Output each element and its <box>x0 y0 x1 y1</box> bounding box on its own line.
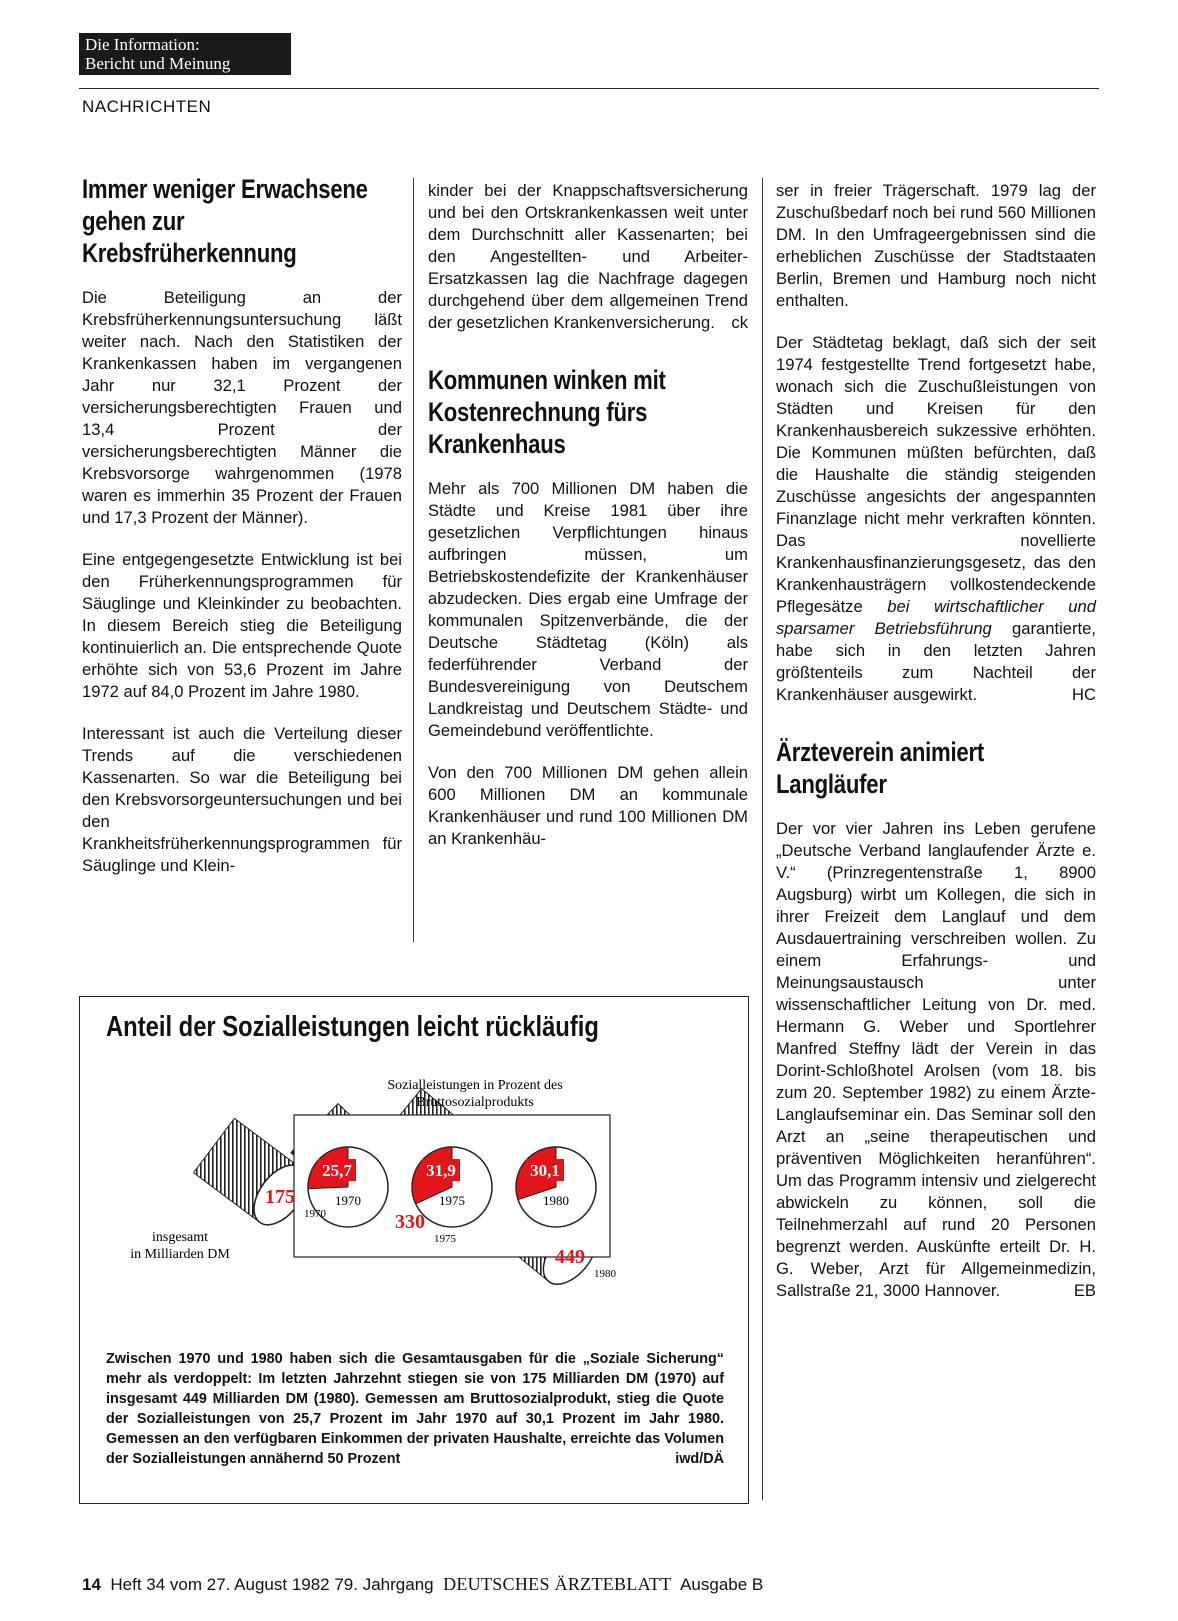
article2-paragraph-text: Der Städtetag beklagt, daß sich der seit 1974 festgestellte Trend fortgesetzt habe, wonach sich die Zuschußleistungen von Städten und Kreisen für den Krankenhausbereich sukzessive erhöhten. Die Kommunen müßten befürchten, daß die Haushalte die ständig steigenden Zuschüsse angesichts der angespannten Finanzlage nicht mehr verkraften könnten. Das novellierte Krankenhausfinanzierungsgesetz, das den Krankenhausträgern vollkostendeckende Pflegesätze <box>776 333 1096 616</box>
article1-paragraph: Interessant ist auch die Verteilung dieser Trends auf die verschiedenen Kassenarten. So war die Beteiligung bei den Krebsvorsorgeuntersuchungen und bei den Krankheitsfrüherkennungsprogrammen für Säuglinge und Klein- <box>82 724 402 875</box>
chart <box>80 1055 748 1345</box>
total-value-label: 175 <box>265 1186 295 1208</box>
article3-paragraph <box>776 818 1096 1302</box>
column-divider <box>762 178 763 1500</box>
article3-title: Ärzteverein animiert Langläufer <box>776 737 984 799</box>
article1-paragraph: Eine entgegengesetzte Entwicklung ist bei den Früherkennungsprogrammen für Säuglinge und Kleinkinder zu beobachten. In diesem Bereich stieg die Beteiligung kontinuierlich an. Die entsprechende Quote erhöhte sich von 53,6 Prozent im Jahre 1972 auf 84,0 Prozent im Jahre 1980. <box>82 550 402 701</box>
pie-year-label: 1980 <box>543 1193 569 1208</box>
article2-paragraph: Mehr als 700 Millionen DM haben die Städte und Kreise 1981 über ihre gesetzlichen Verpflichtungen hinaus aufbringen müssen, um Betriebskostendefizite der Krankenhäuser abzudecken. Dies ergab eine Umfrage der kommunalen Spitzenverbände, die der Deutsche Städtetag (Köln) als federführender Verband der Bundesvereinigung von Deutschem Landkreistag und Deutschem Städte- und Gemeindebund veröffentlichte. <box>428 479 748 740</box>
page-number: 14 <box>82 1575 101 1594</box>
issue-info: Heft 34 vom 27. August 1982 79. Jahrgang <box>110 1575 434 1594</box>
article2-paragraph <box>776 332 1096 706</box>
infobox-credit: iwd/DÄ <box>675 1451 724 1467</box>
article2-paragraph: Von den 700 Millionen DM gehen allein 600 Millionen DM an kommunale Krankenhäuser und rund 100 Millionen DM an Krankenhäu- <box>428 763 748 848</box>
total-value-label: 449 <box>555 1246 585 1268</box>
total-value-label: 330 <box>395 1211 425 1233</box>
header-rule <box>79 88 1099 89</box>
article2-emphasis: bei wirtschaftlicher und sparsamer Betriebsführung <box>776 597 1096 638</box>
total-year-label: 1975 <box>434 1233 456 1245</box>
column-2 <box>428 180 748 870</box>
infobox <box>79 996 749 1504</box>
column-1 <box>82 173 402 897</box>
pie-panel-title-line2: Bruttosozialprodukts <box>416 1095 534 1110</box>
infobox-caption-text: Zwischen 1970 und 1980 haben sich die Gesamtausgaben für die „Soziale Sicherung“ mehr als verdoppelt: Im letzten Jahrzehnt stiegen sie von 175 Milliarden DM (1970) auf insgesamt 449 Milliarden DM (1980). Gemessen am Bruttosozialprodukt, stieg die Quote der Sozialleistungen von 25,7 Prozent im Jahr 1970 auf 30,1 Prozent im Jahr 1980. Gemessen an den verfügbaren Einkommen der privaten Haushalte, erreichte das Volumen der Sozialleistungen annähernd 50 Prozent <box>106 1351 724 1467</box>
pie-1980 <box>516 1147 596 1227</box>
article1-author: ck <box>731 313 748 332</box>
article2-title: Kommunen winken mit Kostenrechnung fürs Krankenhaus <box>428 365 666 459</box>
article1-title: Immer weniger Erwachsene gehen zur Krebsfrüherkennung <box>82 174 368 268</box>
article2-paragraph: ser in freier Trägerschaft. 1979 lag der Zuschußbedarf noch bei rund 560 Millionen DM. In den Umfrageergebnissen sind die erheblichen Zuschüsse der Stadtstaaten Berlin, Bremen und Hamburg noch nicht enthalten. <box>776 181 1096 310</box>
total-label-line2: in Milliarden DM <box>130 1247 230 1262</box>
total-label-line1: insgesamt <box>152 1230 208 1245</box>
footer <box>82 1574 763 1595</box>
pie-value-label: 25,7 <box>322 1161 352 1180</box>
article1-paragraph <box>428 180 748 334</box>
column-3 <box>776 180 1096 1322</box>
article2-author: HC <box>1072 685 1096 704</box>
masthead-line1: Die Information: <box>85 35 200 54</box>
column-divider <box>413 178 414 942</box>
pies-group <box>308 1147 596 1227</box>
infobox-caption <box>106 1349 724 1469</box>
article1-paragraph: Die Beteiligung an der Krebsfrüherkennungsuntersuchung läßt weiter nach. Nach den Statistiken der Krankenkassen haben im vergangenen Jahr nur 32,1 Prozent der versicherungsberechtigten Frauen und 13,4 Prozent der versicherungsberechtigten Männer die Krebsvorsorge wahrgenommen (1978 waren es immerhin 35 Prozent der Frauen und 17,3 Prozent der Männer). <box>82 288 402 527</box>
pie-year-label: 1975 <box>439 1193 465 1208</box>
publication-name: DEUTSCHES ÄRZTEBLATT <box>443 1574 672 1594</box>
pie-value-label: 31,9 <box>426 1161 456 1180</box>
article1-paragraph-text: kinder bei der Knappschaftsversicherung und bei den Ortskrankenkassen weit unter dem Durchschnitt aller Kassenarten; bei den Angestellten- und Arbeiter-Ersatzkassen lag die Nachfrage dagegen durchgehend über dem allgemeinen Trend der gesetzlichen Krankenversicherung. <box>428 181 748 332</box>
masthead-line2: Bericht und Meinung <box>85 54 231 73</box>
pie-year-label: 1970 <box>335 1193 361 1208</box>
masthead <box>79 33 291 75</box>
edition: Ausgabe B <box>680 1575 764 1594</box>
infobox-title: Anteil der Sozialleistungen leicht rückläufig <box>106 1011 599 1043</box>
article3-paragraph-text: Der vor vier Jahren ins Leben gerufene „Deutsche Verband langlaufender Ärzte e. V.“ (Prinzregentenstraße 1, 8900 Augsburg) wirbt um Kollegen, die sich in ihrer Freizeit dem Langlauf und dem Ausdauertraining verschreiben wollen. Zu einem Erfahrungs- und Meinungsaustausch unter wissenschaftlicher Leitung von Dr. med. Hermann G. Weber und Sportlehrer Manfred Steffny lädt der Verein in das Dorint-Schloßhotel Arolsen (vom 18. bis zum 20. September 1982) zu einem Ärzte-Langlaufseminar ein. Das Seminar soll den Arzt an „seine therapeutischen und präventiven Möglichkeiten heranführen“. Um das Programm intensiv und zielgerecht abwickeln zu können, soll die Teilnehmerzahl auf rund 20 Personen begrenzt werden. Auskünfte erteilt Dr. H. G. Weber, Arzt für Allgemeinmedizin, Sallstraße 21, 3000 Hannover. <box>776 819 1096 1300</box>
section-label: NACHRICHTEN <box>82 97 212 116</box>
pie-panel-title-line1: Sozialleistungen in Prozent des <box>387 1078 563 1093</box>
total-year-label: 1980 <box>594 1268 616 1280</box>
article3-author: EB <box>1073 1281 1096 1300</box>
pie-value-label: 30,1 <box>530 1161 560 1180</box>
article2-paragraph-text: garantierte, habe sich in den letzten Jahren größtenteils zum Nachteil der Krankenhäuser ausgewirkt. <box>776 619 1096 704</box>
total-year-label: 1970 <box>304 1208 326 1220</box>
